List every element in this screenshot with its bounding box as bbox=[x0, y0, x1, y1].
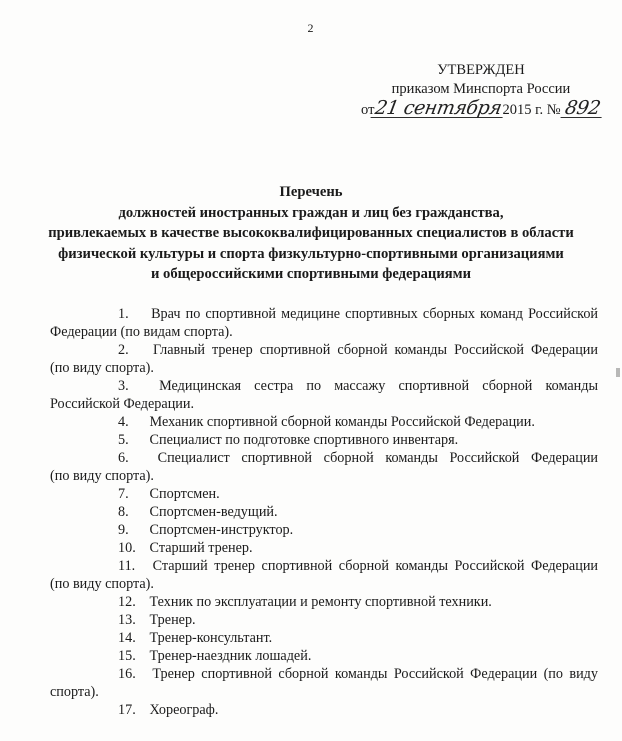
title-line: должностей иностранных граждан и лиц без гражданства, bbox=[118, 204, 504, 221]
list-item bbox=[50, 611, 598, 629]
list-item bbox=[50, 539, 598, 557]
list-item-number: 16. bbox=[118, 665, 136, 682]
list-item-text: Специалист спортивной сборной команды Российской Федерации bbox=[157, 449, 598, 466]
list-item bbox=[50, 413, 598, 431]
list-item-number: 12. bbox=[118, 593, 136, 610]
list-item bbox=[50, 341, 598, 377]
list-item-number: 9. bbox=[118, 521, 129, 538]
list-item-text: Техник по эксплуатации и ремонту спортивной техники. bbox=[149, 593, 492, 610]
list-item-number: 17. bbox=[118, 701, 136, 718]
list-item-text: (по виду спорта). bbox=[50, 575, 154, 592]
list-item-text: Российской Федерации. bbox=[50, 395, 195, 412]
page-number: 2 bbox=[307, 21, 315, 35]
list-item bbox=[50, 503, 598, 521]
handwritten-date: 21 сентября bbox=[371, 101, 506, 118]
approval-date-line bbox=[346, 97, 616, 120]
list-item bbox=[50, 305, 598, 341]
list-item-number: 15. bbox=[118, 647, 136, 664]
list-item-text: Спортсмен-ведущий. bbox=[149, 503, 278, 520]
title-line: Перечень bbox=[279, 184, 343, 200]
list-item-text: Врач по спортивной медицине спортивных сборных команд Российской bbox=[151, 305, 599, 322]
list-item-text: Спортсмен-инструктор. bbox=[149, 521, 294, 538]
list-item-number: 7. bbox=[118, 485, 129, 502]
list-item-number: 4. bbox=[118, 413, 129, 430]
approval-year-number-label: 2015 г. № bbox=[502, 102, 561, 118]
list-item-number: 5. bbox=[118, 431, 129, 448]
list-item-number: 14. bbox=[118, 629, 136, 646]
list-item bbox=[50, 647, 598, 665]
approval-date-prefix: от bbox=[361, 102, 375, 118]
list-item-text: Медицинская сестра по массажу спортивной сборной команды bbox=[159, 377, 599, 394]
list-item-text: Федерации (по видам спорта). bbox=[50, 323, 233, 340]
scan-artifact bbox=[616, 368, 620, 377]
list-item-number: 11. bbox=[118, 557, 136, 574]
list-item-text: Тренер-консультант. bbox=[149, 629, 273, 646]
list-item-text: (по виду спорта). bbox=[50, 467, 154, 484]
list-item-number: 13. bbox=[118, 611, 136, 628]
list-item-number: 2. bbox=[118, 341, 129, 358]
list-item-number: 1. bbox=[118, 305, 129, 322]
approval-approved-label: УТВЕРЖДЕН bbox=[437, 62, 525, 78]
list-item-number: 8. bbox=[118, 503, 129, 520]
approval-order-line: приказом Минспорта России bbox=[391, 81, 571, 97]
approval-block bbox=[346, 61, 616, 120]
list-item bbox=[50, 593, 598, 611]
document-title bbox=[0, 182, 622, 285]
list-item-number: 3. bbox=[118, 377, 129, 394]
list-item-number: 10. bbox=[118, 539, 136, 556]
handwritten-order-number: 892 bbox=[561, 101, 605, 118]
list-item bbox=[50, 629, 598, 647]
list-item-text: Хореограф. bbox=[149, 701, 219, 718]
list-item bbox=[50, 557, 598, 593]
list-item-text: Старший тренер. bbox=[149, 539, 253, 556]
list-item-text: Спортсмен. bbox=[149, 485, 220, 502]
list-item-text: Тренер-наездник лошадей. bbox=[149, 647, 312, 664]
list-item-text: Специалист по подготовке спортивного инвентаря. bbox=[149, 431, 459, 448]
title-line: привлекаемых в качестве высококвалифицированных специалистов в области bbox=[48, 225, 574, 241]
list-item bbox=[50, 665, 598, 701]
list-item-text: (по виду спорта). bbox=[50, 359, 154, 376]
list-item bbox=[50, 521, 598, 539]
list-item-text: Главный тренер спортивной сборной команды Российской Федерации bbox=[153, 341, 598, 358]
list-item bbox=[50, 449, 598, 485]
title-line: физической культуры и спорта физкультурно-спортивными организациями bbox=[58, 245, 564, 262]
list-item-text: спорта). bbox=[50, 683, 99, 700]
list-item-number: 6. bbox=[118, 449, 129, 466]
list-item-text: Механик спортивной сборной команды Российской Федерации. bbox=[149, 413, 535, 430]
list-item-text: Тренер спортивной сборной команды Российской Федерации (по виду bbox=[152, 665, 598, 682]
list-item-text: Старший тренер спортивной сборной команды Российской Федерации bbox=[152, 557, 599, 574]
positions-list bbox=[50, 305, 598, 719]
list-item bbox=[50, 377, 598, 413]
list-item-text: Тренер. bbox=[149, 611, 196, 628]
list-item bbox=[50, 701, 598, 719]
list-item bbox=[50, 485, 598, 503]
list-item bbox=[50, 431, 598, 449]
title-line: и общероссийскими спортивными федерациями bbox=[150, 266, 471, 282]
